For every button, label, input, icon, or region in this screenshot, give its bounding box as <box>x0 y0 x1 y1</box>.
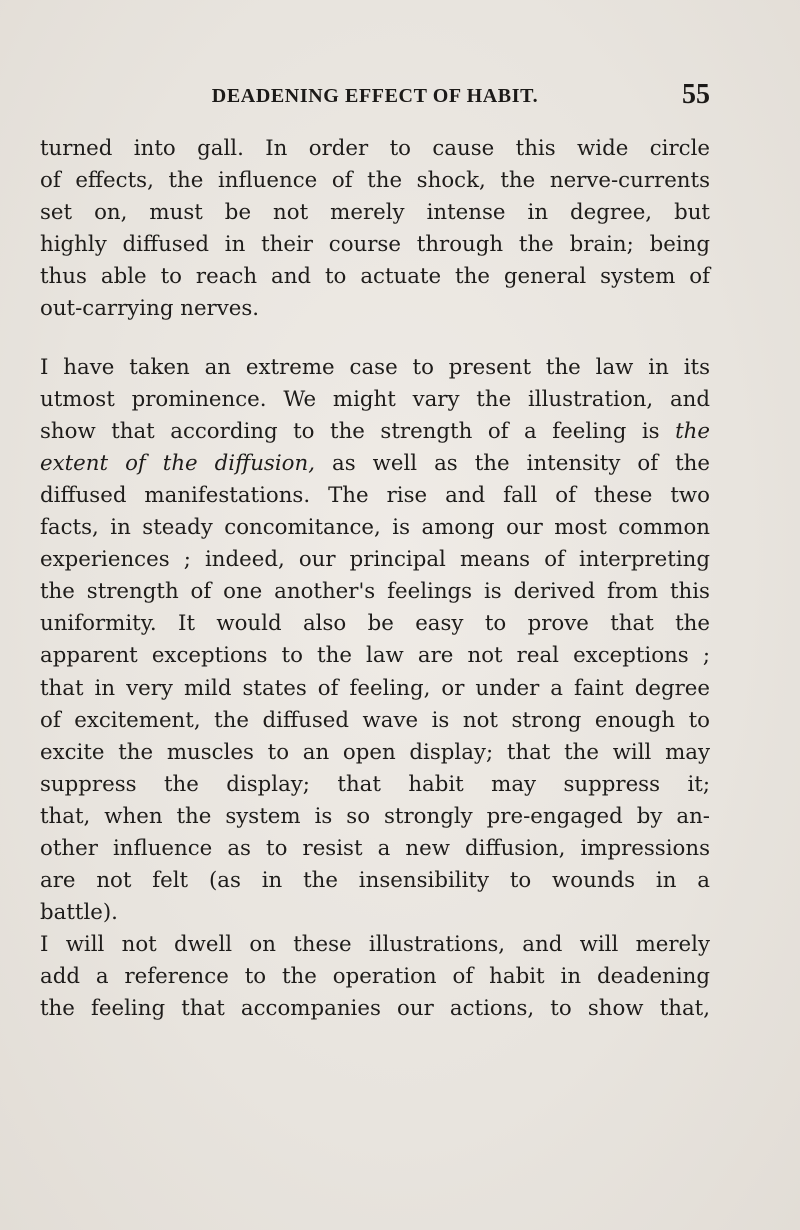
text-line: out-carrying nerves. <box>40 296 260 322</box>
page-header <box>40 79 710 112</box>
text-line: of excitement, the diffused wave is not strong enough to <box>40 707 710 733</box>
paragraph-1 <box>40 133 710 326</box>
italic-text: the <box>675 418 710 444</box>
text-line: utmost prominence. We might vary the illustration, and <box>40 386 710 412</box>
text-line: facts, in steady concomitance, is among our most common <box>40 515 710 541</box>
text-line: I will not dwell on these illustrations, and will merely <box>40 932 710 958</box>
text-line: diffused manifestations. The rise and fall of these two <box>40 482 710 508</box>
text-line: experiences ; indeed, our principal means of interpreting <box>40 547 710 573</box>
text-line: set on, must be not merely intense in degree, but <box>40 200 710 226</box>
paragraph-2 <box>40 352 710 930</box>
text-run: show that according to the strength of a feeling is <box>40 418 660 444</box>
text-line: excite the muscles to an open display; that the will may <box>40 739 710 765</box>
text-line: suppress the display; that habit may suppress it; <box>40 771 710 797</box>
text-line: uniformity. It would also be easy to prove that the <box>40 611 710 637</box>
text-line <box>40 448 710 480</box>
text-line: apparent exceptions to the law are not real exceptions ; <box>40 643 710 669</box>
text-line: of effects, the influence of the shock, the nerve-currents <box>40 168 710 194</box>
text-line: add a reference to the operation of habit in deadening <box>40 964 710 990</box>
text-line: the strength of one another's feelings is derived from this <box>40 579 710 605</box>
paragraph-3 <box>40 929 710 1025</box>
text-line: are not felt (as in the insensibility to wounds in a <box>40 868 710 894</box>
text-line: thus able to reach and to actuate the general system of <box>40 264 710 290</box>
running-head: DEADENING EFFECT OF HABIT. <box>211 85 539 107</box>
text-run: as well as the intensity of the <box>332 450 710 476</box>
italic-text: extent of the diffusion, <box>40 450 315 476</box>
text-line: I have taken an extreme case to present the law in its <box>40 354 710 380</box>
text-line <box>40 416 710 448</box>
page-number: 55 <box>682 79 710 110</box>
text-line: turned into gall. In order to cause this wide circle <box>40 136 710 161</box>
text-line: the feeling that accompanies our actions, to show that, <box>40 996 710 1022</box>
text-line: battle). <box>40 900 118 926</box>
text-line: that in very mild states of feeling, or under a faint degree <box>40 675 710 701</box>
text-line: highly diffused in their course through the brain; being <box>40 232 710 258</box>
text-line: other influence as to resist a new diffusion, impressions <box>40 835 710 861</box>
text-line: that, when the system is so strongly pre-engaged by an- <box>40 803 710 829</box>
body-text <box>40 133 710 1026</box>
